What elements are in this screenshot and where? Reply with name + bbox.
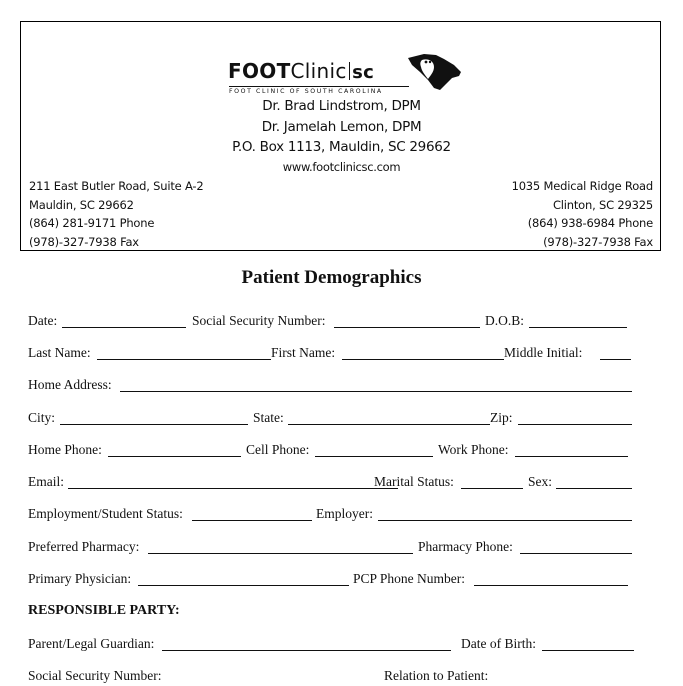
south-carolina-foot-icon	[406, 52, 464, 92]
right-street: 1035 Medical Ridge Road	[511, 179, 653, 193]
employer-field[interactable]	[378, 520, 632, 521]
rp-ssn-label: Social Security Number:	[28, 668, 162, 683]
dob-field[interactable]	[529, 327, 627, 328]
state-label: State:	[253, 410, 284, 425]
middle-initial-label: Middle Initial:	[504, 345, 583, 360]
pharmacy-phone-label: Pharmacy Phone:	[418, 539, 513, 554]
home-phone-label: Home Phone:	[28, 442, 102, 457]
form-row-physician	[28, 571, 638, 589]
right-phone: (864) 938-6984 Phone	[527, 216, 653, 230]
sex-field[interactable]	[556, 488, 632, 489]
guardian-label: Parent/Legal Guardian:	[28, 636, 155, 651]
date-field[interactable]	[62, 327, 186, 328]
form-row-address	[28, 377, 638, 395]
cell-phone-field[interactable]	[315, 456, 433, 457]
primary-physician-label: Primary Physician:	[28, 571, 132, 586]
primary-physician-field[interactable]	[138, 585, 349, 586]
left-fax: (978)-327-7938 Fax	[29, 234, 139, 249]
city-field[interactable]	[60, 424, 248, 425]
form-row-name	[28, 345, 638, 363]
zip-field[interactable]	[518, 424, 632, 425]
home-address-label: Home Address:	[28, 377, 112, 392]
logo-wordmark: FOOTClinic sc	[228, 59, 375, 83]
home-phone-field[interactable]	[108, 456, 241, 457]
form-row-rp-ssn	[28, 668, 638, 686]
last-name-label: Last Name:	[28, 345, 91, 360]
marital-status-field[interactable]	[461, 488, 523, 489]
form-row-pharmacy	[28, 539, 638, 557]
state-field[interactable]	[288, 424, 490, 425]
home-address-field[interactable]	[120, 391, 632, 392]
email-label: Email:	[28, 474, 64, 489]
letterhead	[20, 21, 661, 251]
right-office-address	[512, 177, 653, 251]
form-row-phones	[28, 442, 638, 460]
form-row-email	[28, 474, 638, 492]
date-label: Date:	[28, 313, 58, 328]
dob-label: D.O.B:	[485, 313, 525, 328]
pcp-phone-field[interactable]	[474, 585, 628, 586]
right-fax: (978)-327-7938 Fax	[543, 234, 653, 249]
middle-initial-field[interactable]	[600, 359, 631, 360]
left-phone: (864) 281-9171 Phone	[29, 216, 155, 230]
email-field[interactable]	[68, 488, 398, 489]
doctor-1: Dr. Brad Lindstrom, DPM	[262, 98, 421, 114]
form-row-city	[28, 410, 638, 428]
left-office-address	[29, 177, 204, 251]
po-box: P.O. Box 1113, Mauldin, SC 29662	[232, 139, 451, 155]
left-street: 211 East Butler Road, Suite A-2	[29, 179, 204, 193]
ssn-field[interactable]	[334, 327, 480, 328]
pharmacy-field[interactable]	[148, 553, 413, 554]
website: www.footclinicsc.com	[282, 160, 401, 174]
first-name-field[interactable]	[342, 359, 504, 360]
responsible-party-heading: RESPONSIBLE PARTY:	[28, 603, 180, 618]
employment-field[interactable]	[192, 520, 312, 521]
guardian-field[interactable]	[162, 650, 451, 651]
zip-label: Zip:	[490, 410, 513, 425]
city-label: City:	[28, 410, 56, 425]
form-row-employment	[28, 506, 638, 524]
work-phone-label: Work Phone:	[438, 442, 509, 457]
employment-label: Employment/Student Status:	[28, 506, 183, 521]
form-title: Patient Demographics	[241, 267, 422, 288]
pharmacy-phone-field[interactable]	[520, 553, 632, 554]
employer-label: Employer:	[316, 506, 373, 521]
cell-phone-label: Cell Phone:	[246, 442, 310, 457]
pharmacy-label: Preferred Pharmacy:	[28, 539, 140, 554]
relation-label: Relation to Patient:	[384, 668, 489, 683]
marital-status-label: Marital Status:	[374, 474, 454, 489]
guardian-dob-label: Date of Birth:	[461, 636, 536, 651]
logo-tagline: FOOT CLINIC OF SOUTH CAROLINA	[229, 86, 409, 95]
form-row-date	[28, 313, 638, 331]
form-row-guardian	[28, 636, 638, 654]
right-city: Clinton, SC 29325	[552, 197, 653, 212]
left-city: Mauldin, SC 29662	[29, 197, 134, 212]
guardian-dob-field[interactable]	[542, 650, 634, 651]
pcp-phone-label: PCP Phone Number:	[353, 571, 466, 586]
sex-label: Sex:	[528, 474, 553, 489]
last-name-field[interactable]	[97, 359, 271, 360]
doctor-2: Dr. Jamelah Lemon, DPM	[261, 119, 422, 135]
work-phone-field[interactable]	[515, 456, 628, 457]
first-name-label: First Name:	[271, 345, 336, 360]
ssn-label: Social Security Number:	[192, 313, 326, 328]
